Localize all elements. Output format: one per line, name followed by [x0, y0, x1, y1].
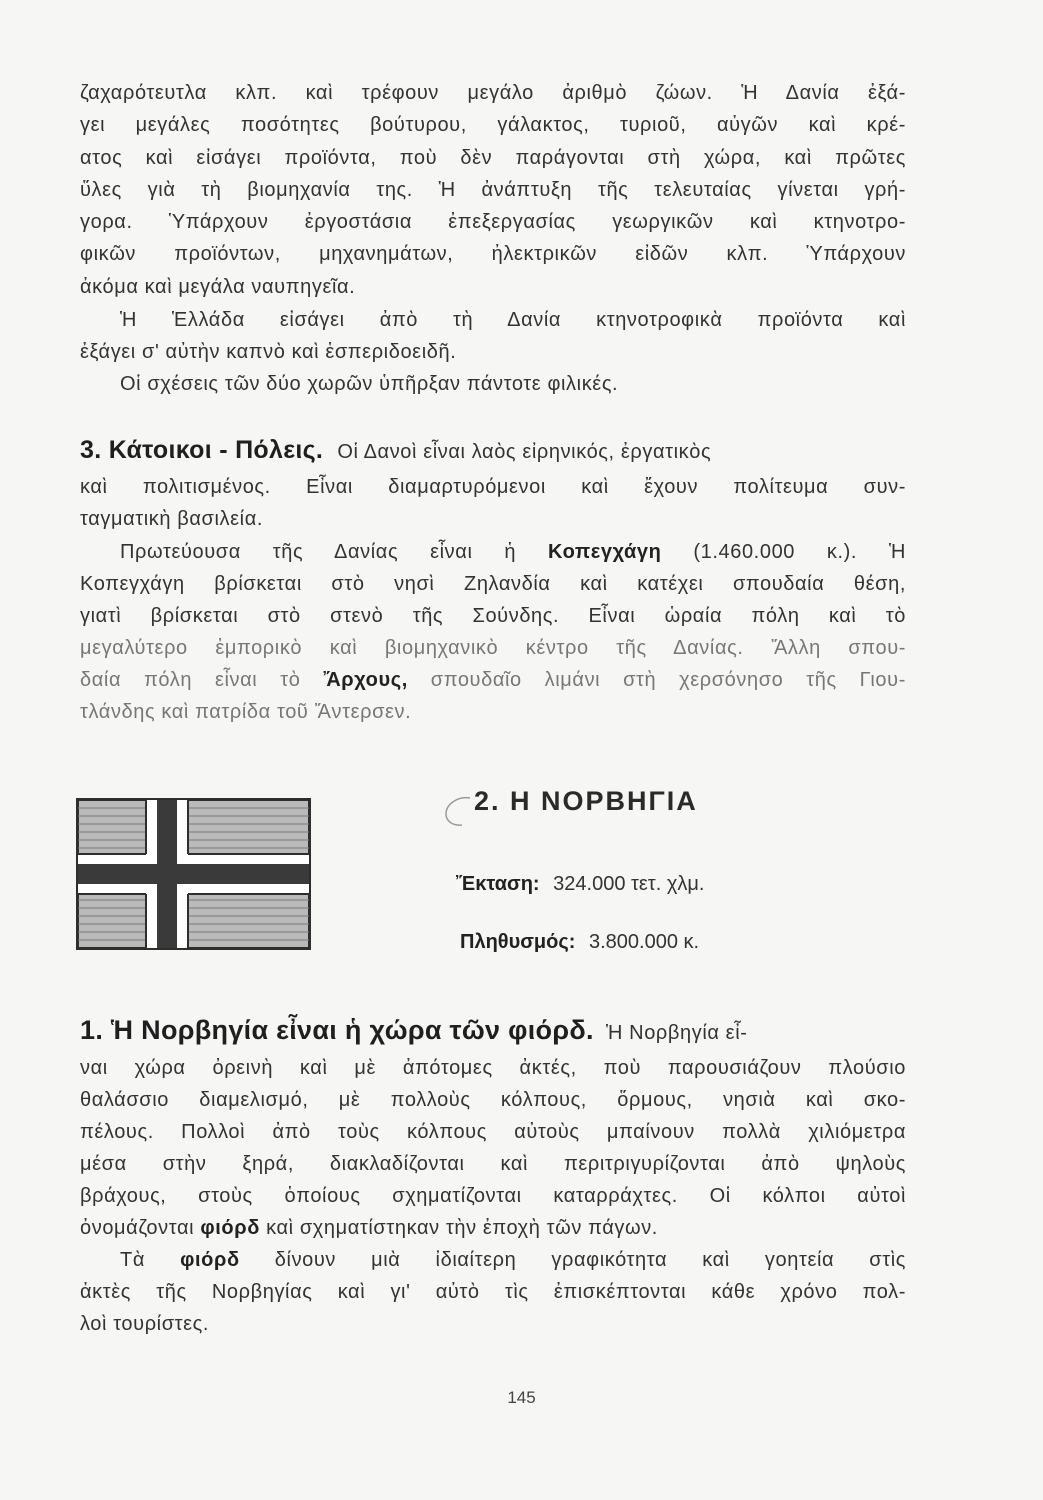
capital-name: Κοπεγχάγη [548, 541, 662, 563]
term-fjord: φιόρδ [180, 1249, 240, 1271]
population-label: Πληθυσμός: [460, 931, 576, 953]
text-run: καὶ σχηματίστηκαν τὴν ἐποχὴ τῶν πάγων. [266, 1217, 658, 1239]
area-value: 324.000 τετ. χλμ. [553, 873, 705, 895]
text-line: θαλάσσιο διαμελισμό, μὲ πολλοὺς κόλπους, ὅρμους, νησιὰ καὶ σκο- [80, 1089, 906, 1111]
text-line: ὕλες γιὰ τὴ βιομηχανία της. Ἡ ἀνάπτυξη τῆς τελευταίας γίνεται γρή- [80, 179, 906, 201]
text-line: ναι χώρα ὀρεινὴ καὶ μὲ ἀπότομες ἀκτές, ποὺ παρουσιάζουν πλούσιο [80, 1057, 906, 1079]
text-run: Ἡ Νορβηγία εἶ- [606, 1022, 748, 1044]
text-line: φικῶν προϊόντων, μηχανημάτων, ἠλεκτρικῶν εἰδῶν κλπ. Ὑπάρχουν [80, 243, 906, 265]
text-line: ἀκτὲς τῆς Νορβηγίας καὶ γι' αὐτὸ τὶς ἐπισκέπτονται κάθε χρόνο πολ- [80, 1281, 906, 1303]
text-line: Οἱ σχέσεις τῶν δύο χωρῶν ὑπῆρξαν πάντοτε φιλικές. [120, 373, 619, 395]
section-heading-line [80, 432, 906, 468]
population-value: 3.800.000 κ. [589, 931, 700, 953]
text-line: λοὶ τουρίστες. [80, 1313, 210, 1335]
text-line: Κοπεγχάγη βρίσκεται στὸ νησὶ Ζηλανδία καὶ κατέχει σπουδαία θέση, [80, 573, 906, 595]
text-line: ἀκόμα καὶ μεγάλα ναυπηγεῖα. [80, 276, 356, 298]
text-line: ατος καὶ εἰσάγει προϊόντα, ποὺ δὲν παράγονται στὴ χώρα, καὶ πρῶτες [80, 147, 906, 169]
text-line: μέσα στὴν ξηρά, διακλαδίζονται καὶ περιτριγυρίζονται ἀπὸ ψηλοὺς [80, 1153, 906, 1175]
area-label: Ἔκταση: [456, 873, 540, 895]
text-line: Ἡ Ἑλλάδα εἰσάγει ἀπὸ τὴ Δανία κτηνοτροφικὰ προϊόντα καὶ [120, 309, 906, 331]
text-run: Οἱ Δανοὶ εἶναι λαὸς εἰρηνικός, ἐργατικὸς [337, 441, 712, 463]
text-line: ζαχαρότευτλα κλπ. καὶ τρέφουν μεγάλο ἀριθμὸ ζώων. Ἡ Δανία ἐξά- [80, 82, 906, 104]
text-run: σπουδαῖο λιμάνι στὴ χερσόνησο τῆς Γιου- [430, 669, 906, 691]
text-line [120, 1245, 906, 1275]
section-heading-fjords: 1. Ἡ Νορβηγία εἶναι ἡ χώρα τῶν φιόρδ. [80, 1015, 594, 1045]
text-line: γει μεγάλες ποσότητες βούτυρου, γάλακτος, τυριοῦ, αὐγῶν καὶ κρέ- [80, 114, 906, 136]
text-line [80, 1213, 906, 1243]
text-run: Τὰ [120, 1249, 145, 1271]
section-heading-inhabitants: 3. Κάτοικοι - Πόλεις. [80, 436, 324, 464]
text-line: καὶ πολιτισμένος. Εἶναι διαμαρτυρόμενοι καὶ ἔχουν πολίτευμα συν- [80, 476, 906, 498]
text-line [120, 537, 906, 567]
text-line: βράχους, στοὺς ὁποίους σχηματίζονται καταρράχτες. Οἱ κόλποι αὐτοὶ [80, 1185, 906, 1207]
page-number: 145 [507, 1388, 536, 1407]
text-run: (1.460.000 κ.). Ἡ [693, 541, 906, 563]
section-heading-line [80, 1012, 906, 1048]
text-line: ἐξάγει σ' αὐτὴν καπνὸ καὶ ἑσπεριδοειδῆ. [80, 341, 457, 363]
city-name: Ἄρχους, [323, 669, 408, 691]
population-stat [460, 927, 699, 957]
text-run: δαία πόλη εἶναι τὸ [80, 669, 301, 691]
text-run: δίνουν μιὰ ἰδιαίτερη γραφικότητα καὶ γοητεία στὶς [274, 1249, 906, 1271]
text-line: πέλους. Πολλοὶ ἀπὸ τοὺς κόλπους αὐτοὺς μπαίνουν πολλὰ χιλιόμετρα [80, 1121, 906, 1143]
text-line: ταγματικὴ βασιλεία. [80, 508, 264, 530]
text-line: τλάνδης καὶ πατρίδα τοῦ Ἄντερσεν. [80, 701, 412, 723]
text-run: Πρωτεύουσα τῆς Δανίας εἶναι ἡ [120, 541, 517, 563]
country-title: 2. Η ΝΟΡΒΗΓΙΑ [474, 786, 698, 816]
text-line: μεγαλύτερο ἐμπορικὸ καὶ βιομηχανικὸ κέντρο τῆς Δανίας. Ἄλλη σπου- [80, 637, 906, 659]
norway-flag-icon [76, 798, 311, 950]
term-fjord: φιόρδ [200, 1217, 260, 1239]
text-line [80, 665, 906, 695]
text-run: ὀνομάζονται [80, 1217, 195, 1239]
area-stat [456, 869, 704, 899]
text-line: γορα. Ὑπάρχουν ἐργοστάσια ἐπεξεργασίας γεωργικῶν καὶ κτηνοτρο- [80, 211, 906, 233]
text-line: γιατὶ βρίσκεται στὸ στενὸ τῆς Σούνδης. Εἶναι ὡραία πόλη καὶ τὸ [80, 605, 906, 627]
